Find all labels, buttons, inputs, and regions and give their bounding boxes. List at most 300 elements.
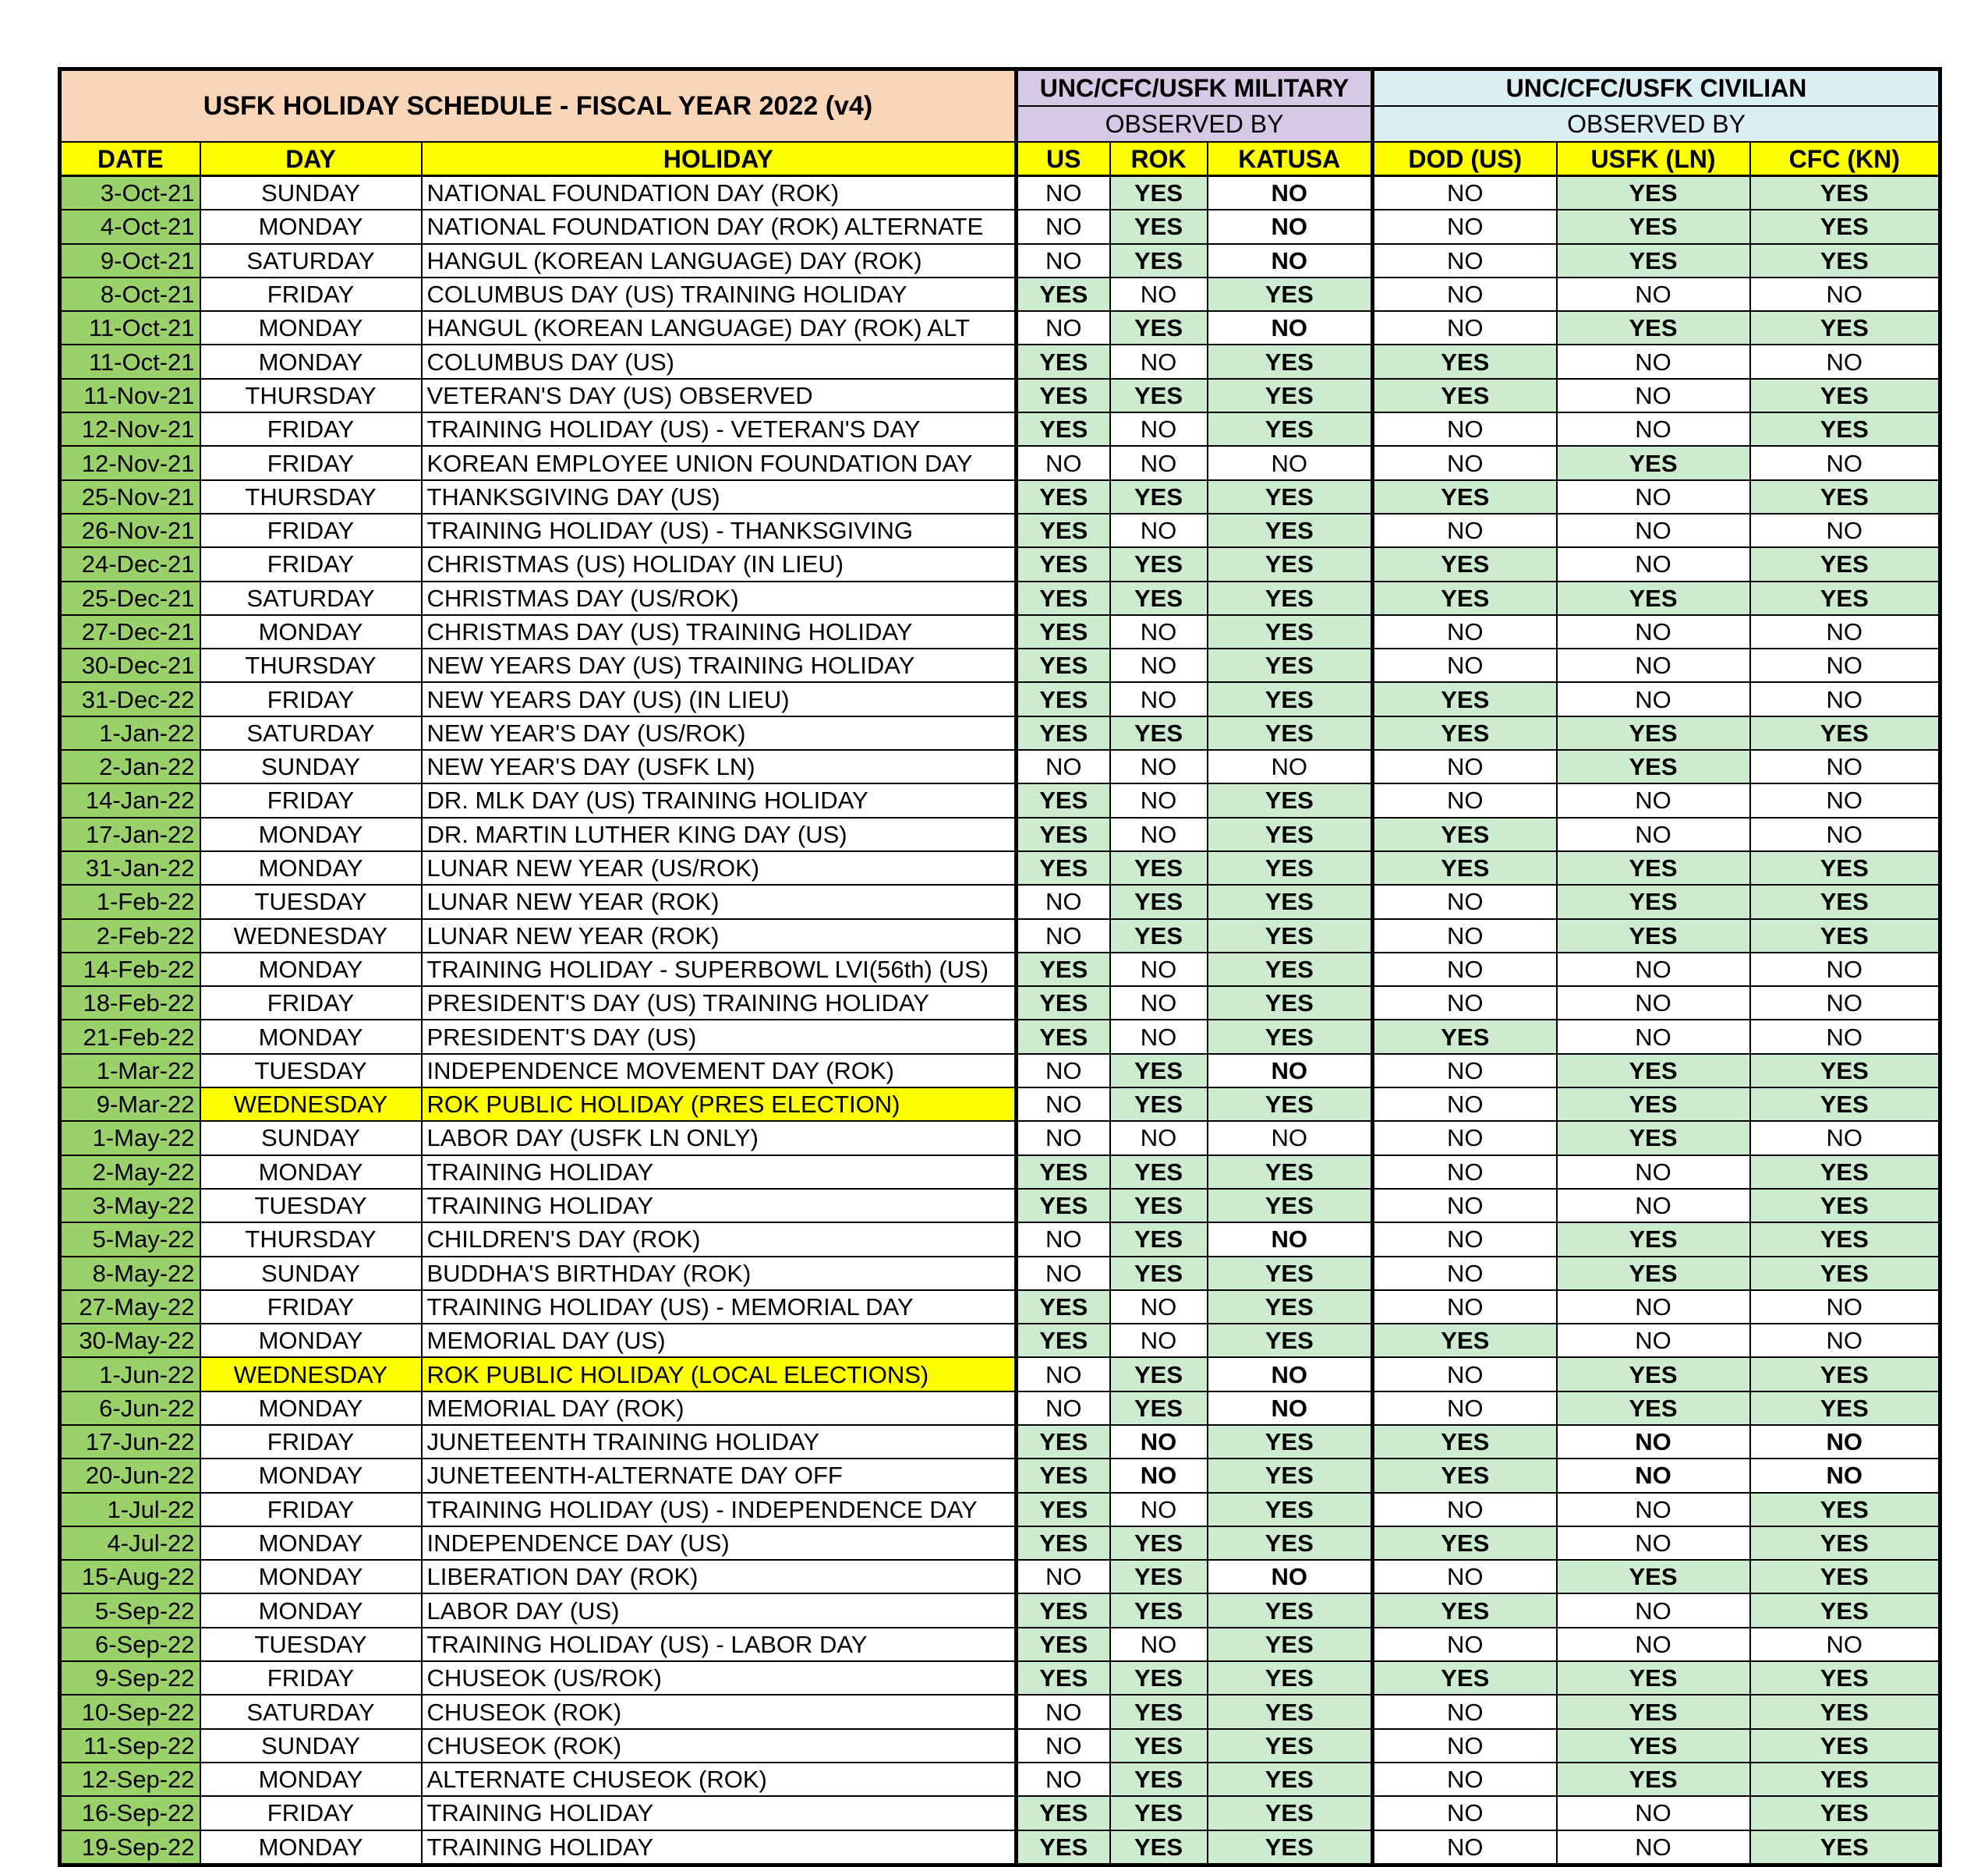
date-cell: 27-Dec-21 — [60, 615, 200, 649]
table-row — [60, 1121, 1940, 1154]
cfc-cell: YES — [1750, 1257, 1940, 1290]
holiday-cell: PRESIDENT'S DAY (US) — [422, 1020, 1017, 1053]
us-cell: YES — [1017, 514, 1110, 547]
cfc-cell: YES — [1750, 1796, 1940, 1830]
cfc-cell: YES — [1750, 547, 1940, 581]
us-cell: YES — [1017, 682, 1110, 716]
day-cell: MONDAY — [200, 1526, 422, 1560]
date-cell: 30-Dec-21 — [60, 649, 200, 682]
us-cell: YES — [1017, 1155, 1110, 1189]
katusa-cell: YES — [1208, 1425, 1373, 1459]
table-row — [60, 514, 1940, 547]
holiday-cell: COLUMBUS DAY (US) — [422, 345, 1017, 378]
cfc-cell: YES — [1750, 1593, 1940, 1627]
cfc-cell: NO — [1750, 1459, 1940, 1492]
dod-cell: NO — [1373, 1290, 1557, 1324]
usfk-cell: YES — [1557, 446, 1750, 479]
usfk-cell: NO — [1557, 278, 1750, 311]
rok-cell: NO — [1110, 514, 1208, 547]
col-header-date: DATE — [60, 142, 200, 176]
rok-cell: NO — [1110, 1628, 1208, 1661]
us-cell: YES — [1017, 851, 1110, 885]
date-cell: 14-Feb-22 — [60, 953, 200, 986]
day-cell: TUESDAY — [200, 885, 422, 918]
us-cell: YES — [1017, 1796, 1110, 1830]
date-cell: 12-Sep-22 — [60, 1763, 200, 1796]
cfc-cell: NO — [1750, 818, 1940, 851]
table-row — [60, 783, 1940, 817]
dod-cell: NO — [1373, 176, 1557, 210]
civilian-header: UNC/CFC/USFK CIVILIAN — [1373, 69, 1940, 107]
date-cell: 1-Jun-22 — [60, 1357, 200, 1391]
day-cell: FRIDAY — [200, 783, 422, 817]
katusa-cell: NO — [1208, 1222, 1373, 1256]
cfc-cell: YES — [1750, 480, 1940, 514]
cfc-cell: NO — [1750, 1290, 1940, 1324]
col-header-katusa: KATUSA — [1208, 142, 1373, 176]
katusa-cell: YES — [1208, 278, 1373, 311]
us-cell: YES — [1017, 1661, 1110, 1695]
katusa-cell: YES — [1208, 345, 1373, 378]
date-cell: 20-Jun-22 — [60, 1459, 200, 1492]
date-cell: 31-Jan-22 — [60, 851, 200, 885]
us-cell: YES — [1017, 1493, 1110, 1526]
rok-cell: NO — [1110, 649, 1208, 682]
us-cell: NO — [1017, 1121, 1110, 1154]
holiday-cell: NATIONAL FOUNDATION DAY (ROK) — [422, 176, 1017, 210]
usfk-cell: NO — [1557, 986, 1750, 1020]
holiday-cell: CHILDREN'S DAY (ROK) — [422, 1222, 1017, 1256]
us-cell: YES — [1017, 547, 1110, 581]
katusa-cell: YES — [1208, 1628, 1373, 1661]
us-cell: YES — [1017, 480, 1110, 514]
katusa-cell: YES — [1208, 851, 1373, 885]
schedule-title: USFK HOLIDAY SCHEDULE - FISCAL YEAR 2022 (v4) — [60, 69, 1017, 143]
katusa-cell: YES — [1208, 649, 1373, 682]
holiday-cell: TRAINING HOLIDAY (US) - LABOR DAY — [422, 1628, 1017, 1661]
day-cell: TUESDAY — [200, 1628, 422, 1661]
table-row — [60, 953, 1940, 986]
cfc-cell: YES — [1750, 1493, 1940, 1526]
usfk-cell: YES — [1557, 582, 1750, 615]
date-cell: 19-Sep-22 — [60, 1830, 200, 1865]
usfk-cell: YES — [1557, 1391, 1750, 1425]
cfc-cell: NO — [1750, 1020, 1940, 1053]
date-cell: 26-Nov-21 — [60, 514, 200, 547]
us-cell: NO — [1017, 244, 1110, 278]
day-cell: SUNDAY — [200, 750, 422, 783]
cfc-cell: YES — [1750, 1695, 1940, 1728]
date-cell: 4-Oct-21 — [60, 210, 200, 243]
katusa-cell: NO — [1208, 311, 1373, 345]
us-cell: YES — [1017, 1290, 1110, 1324]
rok-cell: YES — [1110, 1087, 1208, 1121]
table-row — [60, 1189, 1940, 1222]
holiday-cell: TRAINING HOLIDAY — [422, 1155, 1017, 1189]
day-cell: SUNDAY — [200, 1257, 422, 1290]
cfc-cell: YES — [1750, 412, 1940, 446]
rok-cell: NO — [1110, 783, 1208, 817]
dod-cell: NO — [1373, 986, 1557, 1020]
cfc-cell: YES — [1750, 582, 1940, 615]
holiday-cell: JUNETEENTH TRAINING HOLIDAY — [422, 1425, 1017, 1459]
date-cell: 4-Jul-22 — [60, 1526, 200, 1560]
rok-cell: YES — [1110, 244, 1208, 278]
us-cell: NO — [1017, 1763, 1110, 1796]
usfk-cell: NO — [1557, 1493, 1750, 1526]
holiday-cell: CHUSEOK (US/ROK) — [422, 1661, 1017, 1695]
dod-cell: NO — [1373, 1729, 1557, 1763]
usfk-cell: NO — [1557, 1593, 1750, 1627]
katusa-cell: YES — [1208, 1257, 1373, 1290]
usfk-cell: YES — [1557, 1560, 1750, 1593]
holiday-schedule-table — [58, 67, 1942, 1867]
holiday-cell: TRAINING HOLIDAY — [422, 1189, 1017, 1222]
table-row — [60, 1324, 1940, 1357]
katusa-cell: YES — [1208, 582, 1373, 615]
katusa-cell: YES — [1208, 1324, 1373, 1357]
rok-cell: NO — [1110, 818, 1208, 851]
usfk-cell: YES — [1557, 311, 1750, 345]
holiday-cell: COLUMBUS DAY (US) TRAINING HOLIDAY — [422, 278, 1017, 311]
dod-cell: YES — [1373, 1459, 1557, 1492]
usfk-cell: NO — [1557, 1020, 1750, 1053]
usfk-cell: NO — [1557, 953, 1750, 986]
rok-cell: YES — [1110, 851, 1208, 885]
holiday-cell: CHRISTMAS DAY (US/ROK) — [422, 582, 1017, 615]
holiday-cell: DR. MLK DAY (US) TRAINING HOLIDAY — [422, 783, 1017, 817]
katusa-cell: YES — [1208, 1459, 1373, 1492]
dod-cell: NO — [1373, 1560, 1557, 1593]
day-cell: MONDAY — [200, 1020, 422, 1053]
day-cell: MONDAY — [200, 1324, 422, 1357]
day-cell: WEDNESDAY — [200, 1357, 422, 1391]
day-cell: FRIDAY — [200, 412, 422, 446]
table-row — [60, 1257, 1940, 1290]
rok-cell: YES — [1110, 1189, 1208, 1222]
cfc-cell: NO — [1750, 1121, 1940, 1154]
rok-cell: YES — [1110, 1222, 1208, 1256]
day-cell: TUESDAY — [200, 1189, 422, 1222]
rok-cell: NO — [1110, 278, 1208, 311]
table-row — [60, 1560, 1940, 1593]
table-row — [60, 1054, 1940, 1087]
us-cell: YES — [1017, 953, 1110, 986]
date-cell: 11-Oct-21 — [60, 345, 200, 378]
dod-cell: NO — [1373, 1830, 1557, 1865]
day-cell: THURSDAY — [200, 480, 422, 514]
katusa-cell: YES — [1208, 1729, 1373, 1763]
dod-cell: NO — [1373, 244, 1557, 278]
us-cell: NO — [1017, 176, 1110, 210]
rok-cell: NO — [1110, 1324, 1208, 1357]
day-cell: THURSDAY — [200, 379, 422, 412]
us-cell: YES — [1017, 1425, 1110, 1459]
holiday-cell: LABOR DAY (US) — [422, 1593, 1017, 1627]
dod-cell: YES — [1373, 851, 1557, 885]
date-cell: 12-Nov-21 — [60, 446, 200, 479]
holiday-cell: INDEPENDENCE MOVEMENT DAY (ROK) — [422, 1054, 1017, 1087]
table-row — [60, 818, 1940, 851]
date-cell: 8-Oct-21 — [60, 278, 200, 311]
holiday-cell: ROK PUBLIC HOLIDAY (LOCAL ELECTIONS) — [422, 1357, 1017, 1391]
katusa-cell: YES — [1208, 1290, 1373, 1324]
rok-cell: NO — [1110, 345, 1208, 378]
dod-cell: NO — [1373, 649, 1557, 682]
date-cell: 12-Nov-21 — [60, 412, 200, 446]
dod-cell: NO — [1373, 750, 1557, 783]
day-cell: MONDAY — [200, 1830, 422, 1865]
day-cell: FRIDAY — [200, 446, 422, 479]
usfk-cell: NO — [1557, 649, 1750, 682]
holiday-cell: TRAINING HOLIDAY — [422, 1830, 1017, 1865]
dod-cell: NO — [1373, 1493, 1557, 1526]
date-cell: 1-Jan-22 — [60, 716, 200, 750]
holiday-cell: CHRISTMAS DAY (US) TRAINING HOLIDAY — [422, 615, 1017, 649]
usfk-cell: NO — [1557, 1628, 1750, 1661]
usfk-cell: NO — [1557, 379, 1750, 412]
table-row — [60, 851, 1940, 885]
dod-cell: NO — [1373, 1054, 1557, 1087]
day-cell: MONDAY — [200, 1459, 422, 1492]
katusa-cell: YES — [1208, 1763, 1373, 1796]
day-cell: MONDAY — [200, 818, 422, 851]
rok-cell: YES — [1110, 582, 1208, 615]
dod-cell: NO — [1373, 1628, 1557, 1661]
dod-cell: YES — [1373, 1324, 1557, 1357]
holiday-cell: NEW YEARS DAY (US) TRAINING HOLIDAY — [422, 649, 1017, 682]
usfk-cell: YES — [1557, 1763, 1750, 1796]
table-row — [60, 1763, 1940, 1796]
dod-cell: NO — [1373, 885, 1557, 918]
us-cell: NO — [1017, 1560, 1110, 1593]
day-cell: MONDAY — [200, 311, 422, 345]
dod-cell: NO — [1373, 1763, 1557, 1796]
table-row — [60, 1729, 1940, 1763]
dod-cell: NO — [1373, 1222, 1557, 1256]
dod-cell: NO — [1373, 1695, 1557, 1728]
date-cell: 10-Sep-22 — [60, 1695, 200, 1728]
dod-cell: NO — [1373, 1155, 1557, 1189]
day-cell: SATURDAY — [200, 244, 422, 278]
day-cell: THURSDAY — [200, 649, 422, 682]
usfk-cell: NO — [1557, 1796, 1750, 1830]
holiday-cell: MEMORIAL DAY (US) — [422, 1324, 1017, 1357]
rok-cell: NO — [1110, 750, 1208, 783]
dod-cell: NO — [1373, 311, 1557, 345]
dod-cell: YES — [1373, 480, 1557, 514]
katusa-cell: NO — [1208, 1391, 1373, 1425]
katusa-cell: NO — [1208, 750, 1373, 783]
us-cell: NO — [1017, 446, 1110, 479]
table-row — [60, 210, 1940, 243]
dod-cell: NO — [1373, 278, 1557, 311]
usfk-cell: NO — [1557, 783, 1750, 817]
dod-cell: YES — [1373, 818, 1557, 851]
rok-cell: NO — [1110, 682, 1208, 716]
rok-cell: YES — [1110, 716, 1208, 750]
cfc-cell: YES — [1750, 1222, 1940, 1256]
usfk-cell: YES — [1557, 716, 1750, 750]
table-row — [60, 311, 1940, 345]
table-row — [60, 176, 1940, 210]
day-cell: MONDAY — [200, 1391, 422, 1425]
dod-cell: NO — [1373, 783, 1557, 817]
rok-cell: NO — [1110, 1290, 1208, 1324]
table-row — [60, 1830, 1940, 1865]
table-row — [60, 379, 1940, 412]
day-cell: FRIDAY — [200, 1661, 422, 1695]
table-row — [60, 547, 1940, 581]
cfc-cell: YES — [1750, 1763, 1940, 1796]
cfc-cell: NO — [1750, 1425, 1940, 1459]
holiday-cell: PRESIDENT'S DAY (US) TRAINING HOLIDAY — [422, 986, 1017, 1020]
dod-cell: NO — [1373, 1189, 1557, 1222]
date-cell: 2-May-22 — [60, 1155, 200, 1189]
us-cell: NO — [1017, 1729, 1110, 1763]
col-header-dod: DOD (US) — [1373, 142, 1557, 176]
rok-cell: YES — [1110, 1054, 1208, 1087]
dod-cell: YES — [1373, 1526, 1557, 1560]
holiday-cell: TRAINING HOLIDAY - SUPERBOWL LVI(56th) (US) — [422, 953, 1017, 986]
date-cell: 1-May-22 — [60, 1121, 200, 1154]
usfk-cell: YES — [1557, 919, 1750, 953]
date-cell: 9-Oct-21 — [60, 244, 200, 278]
cfc-cell: NO — [1750, 446, 1940, 479]
date-cell: 8-May-22 — [60, 1257, 200, 1290]
rok-cell: YES — [1110, 1729, 1208, 1763]
rok-cell: YES — [1110, 210, 1208, 243]
holiday-cell: KOREAN EMPLOYEE UNION FOUNDATION DAY — [422, 446, 1017, 479]
date-cell: 5-May-22 — [60, 1222, 200, 1256]
rok-cell: YES — [1110, 919, 1208, 953]
cfc-cell: YES — [1750, 1526, 1940, 1560]
usfk-cell: NO — [1557, 615, 1750, 649]
cfc-cell: YES — [1750, 1661, 1940, 1695]
holiday-cell: LABOR DAY (USFK LN ONLY) — [422, 1121, 1017, 1154]
table-row — [60, 345, 1940, 378]
rok-cell: NO — [1110, 412, 1208, 446]
cfc-cell: NO — [1750, 783, 1940, 817]
dod-cell: NO — [1373, 1257, 1557, 1290]
katusa-cell: YES — [1208, 986, 1373, 1020]
table-row — [60, 412, 1940, 446]
holiday-cell: NEW YEAR'S DAY (US/ROK) — [422, 716, 1017, 750]
table-row — [60, 1661, 1940, 1695]
usfk-cell: YES — [1557, 885, 1750, 918]
day-cell: MONDAY — [200, 1560, 422, 1593]
table-row — [60, 885, 1940, 918]
rok-cell: YES — [1110, 1526, 1208, 1560]
table-row — [60, 1391, 1940, 1425]
holiday-cell: ALTERNATE CHUSEOK (ROK) — [422, 1763, 1017, 1796]
holiday-cell: DR. MARTIN LUTHER KING DAY (US) — [422, 818, 1017, 851]
date-cell: 3-May-22 — [60, 1189, 200, 1222]
table-row — [60, 750, 1940, 783]
date-cell: 6-Sep-22 — [60, 1628, 200, 1661]
day-cell: WEDNESDAY — [200, 1087, 422, 1121]
holiday-cell: TRAINING HOLIDAY (US) - MEMORIAL DAY — [422, 1290, 1017, 1324]
cfc-cell: NO — [1750, 986, 1940, 1020]
usfk-cell: NO — [1557, 1830, 1750, 1865]
day-cell: MONDAY — [200, 851, 422, 885]
cfc-cell: YES — [1750, 1189, 1940, 1222]
katusa-cell: YES — [1208, 818, 1373, 851]
dod-cell: YES — [1373, 1020, 1557, 1053]
us-cell: YES — [1017, 783, 1110, 817]
rok-cell: YES — [1110, 547, 1208, 581]
holiday-cell: TRAINING HOLIDAY (US) - THANKSGIVING — [422, 514, 1017, 547]
dod-cell: YES — [1373, 547, 1557, 581]
us-cell: YES — [1017, 1459, 1110, 1492]
cfc-cell: YES — [1750, 851, 1940, 885]
cfc-cell: YES — [1750, 885, 1940, 918]
table-row — [60, 1628, 1940, 1661]
dod-cell: NO — [1373, 1087, 1557, 1121]
rok-cell: YES — [1110, 1695, 1208, 1728]
table-row — [60, 1357, 1940, 1391]
date-cell: 1-Jul-22 — [60, 1493, 200, 1526]
katusa-cell: NO — [1208, 1121, 1373, 1154]
dod-cell: NO — [1373, 210, 1557, 243]
dod-cell: YES — [1373, 682, 1557, 716]
cfc-cell: NO — [1750, 750, 1940, 783]
usfk-cell: NO — [1557, 1155, 1750, 1189]
holiday-cell: CHUSEOK (ROK) — [422, 1729, 1017, 1763]
katusa-cell: YES — [1208, 615, 1373, 649]
usfk-cell: YES — [1557, 1087, 1750, 1121]
day-cell: FRIDAY — [200, 682, 422, 716]
dod-cell: NO — [1373, 919, 1557, 953]
cfc-cell: NO — [1750, 682, 1940, 716]
us-cell: YES — [1017, 818, 1110, 851]
cfc-cell: YES — [1750, 919, 1940, 953]
cfc-cell: NO — [1750, 1628, 1940, 1661]
usfk-cell: YES — [1557, 1054, 1750, 1087]
table-row — [60, 1020, 1940, 1053]
date-cell: 24-Dec-21 — [60, 547, 200, 581]
katusa-cell: YES — [1208, 480, 1373, 514]
holiday-cell: CHUSEOK (ROK) — [422, 1695, 1017, 1728]
dod-cell: YES — [1373, 1661, 1557, 1695]
usfk-cell: NO — [1557, 480, 1750, 514]
cfc-cell: YES — [1750, 210, 1940, 243]
rok-cell: YES — [1110, 1763, 1208, 1796]
date-cell: 11-Sep-22 — [60, 1729, 200, 1763]
day-cell: MONDAY — [200, 210, 422, 243]
usfk-cell: NO — [1557, 1526, 1750, 1560]
cfc-cell: YES — [1750, 716, 1940, 750]
katusa-cell: YES — [1208, 1661, 1373, 1695]
table-row — [60, 919, 1940, 953]
holiday-cell: INDEPENDENCE DAY (US) — [422, 1526, 1017, 1560]
table-row — [60, 278, 1940, 311]
day-cell: THURSDAY — [200, 1222, 422, 1256]
rok-cell: NO — [1110, 615, 1208, 649]
table-row — [60, 1425, 1940, 1459]
day-cell: FRIDAY — [200, 278, 422, 311]
col-header-holiday: HOLIDAY — [422, 142, 1017, 176]
us-cell: YES — [1017, 1593, 1110, 1627]
us-cell: NO — [1017, 210, 1110, 243]
katusa-cell: NO — [1208, 1357, 1373, 1391]
usfk-cell: YES — [1557, 1121, 1750, 1154]
day-cell: MONDAY — [200, 1593, 422, 1627]
col-header-rok: ROK — [1110, 142, 1208, 176]
us-cell: NO — [1017, 1357, 1110, 1391]
rok-cell: YES — [1110, 176, 1208, 210]
day-cell: FRIDAY — [200, 1425, 422, 1459]
